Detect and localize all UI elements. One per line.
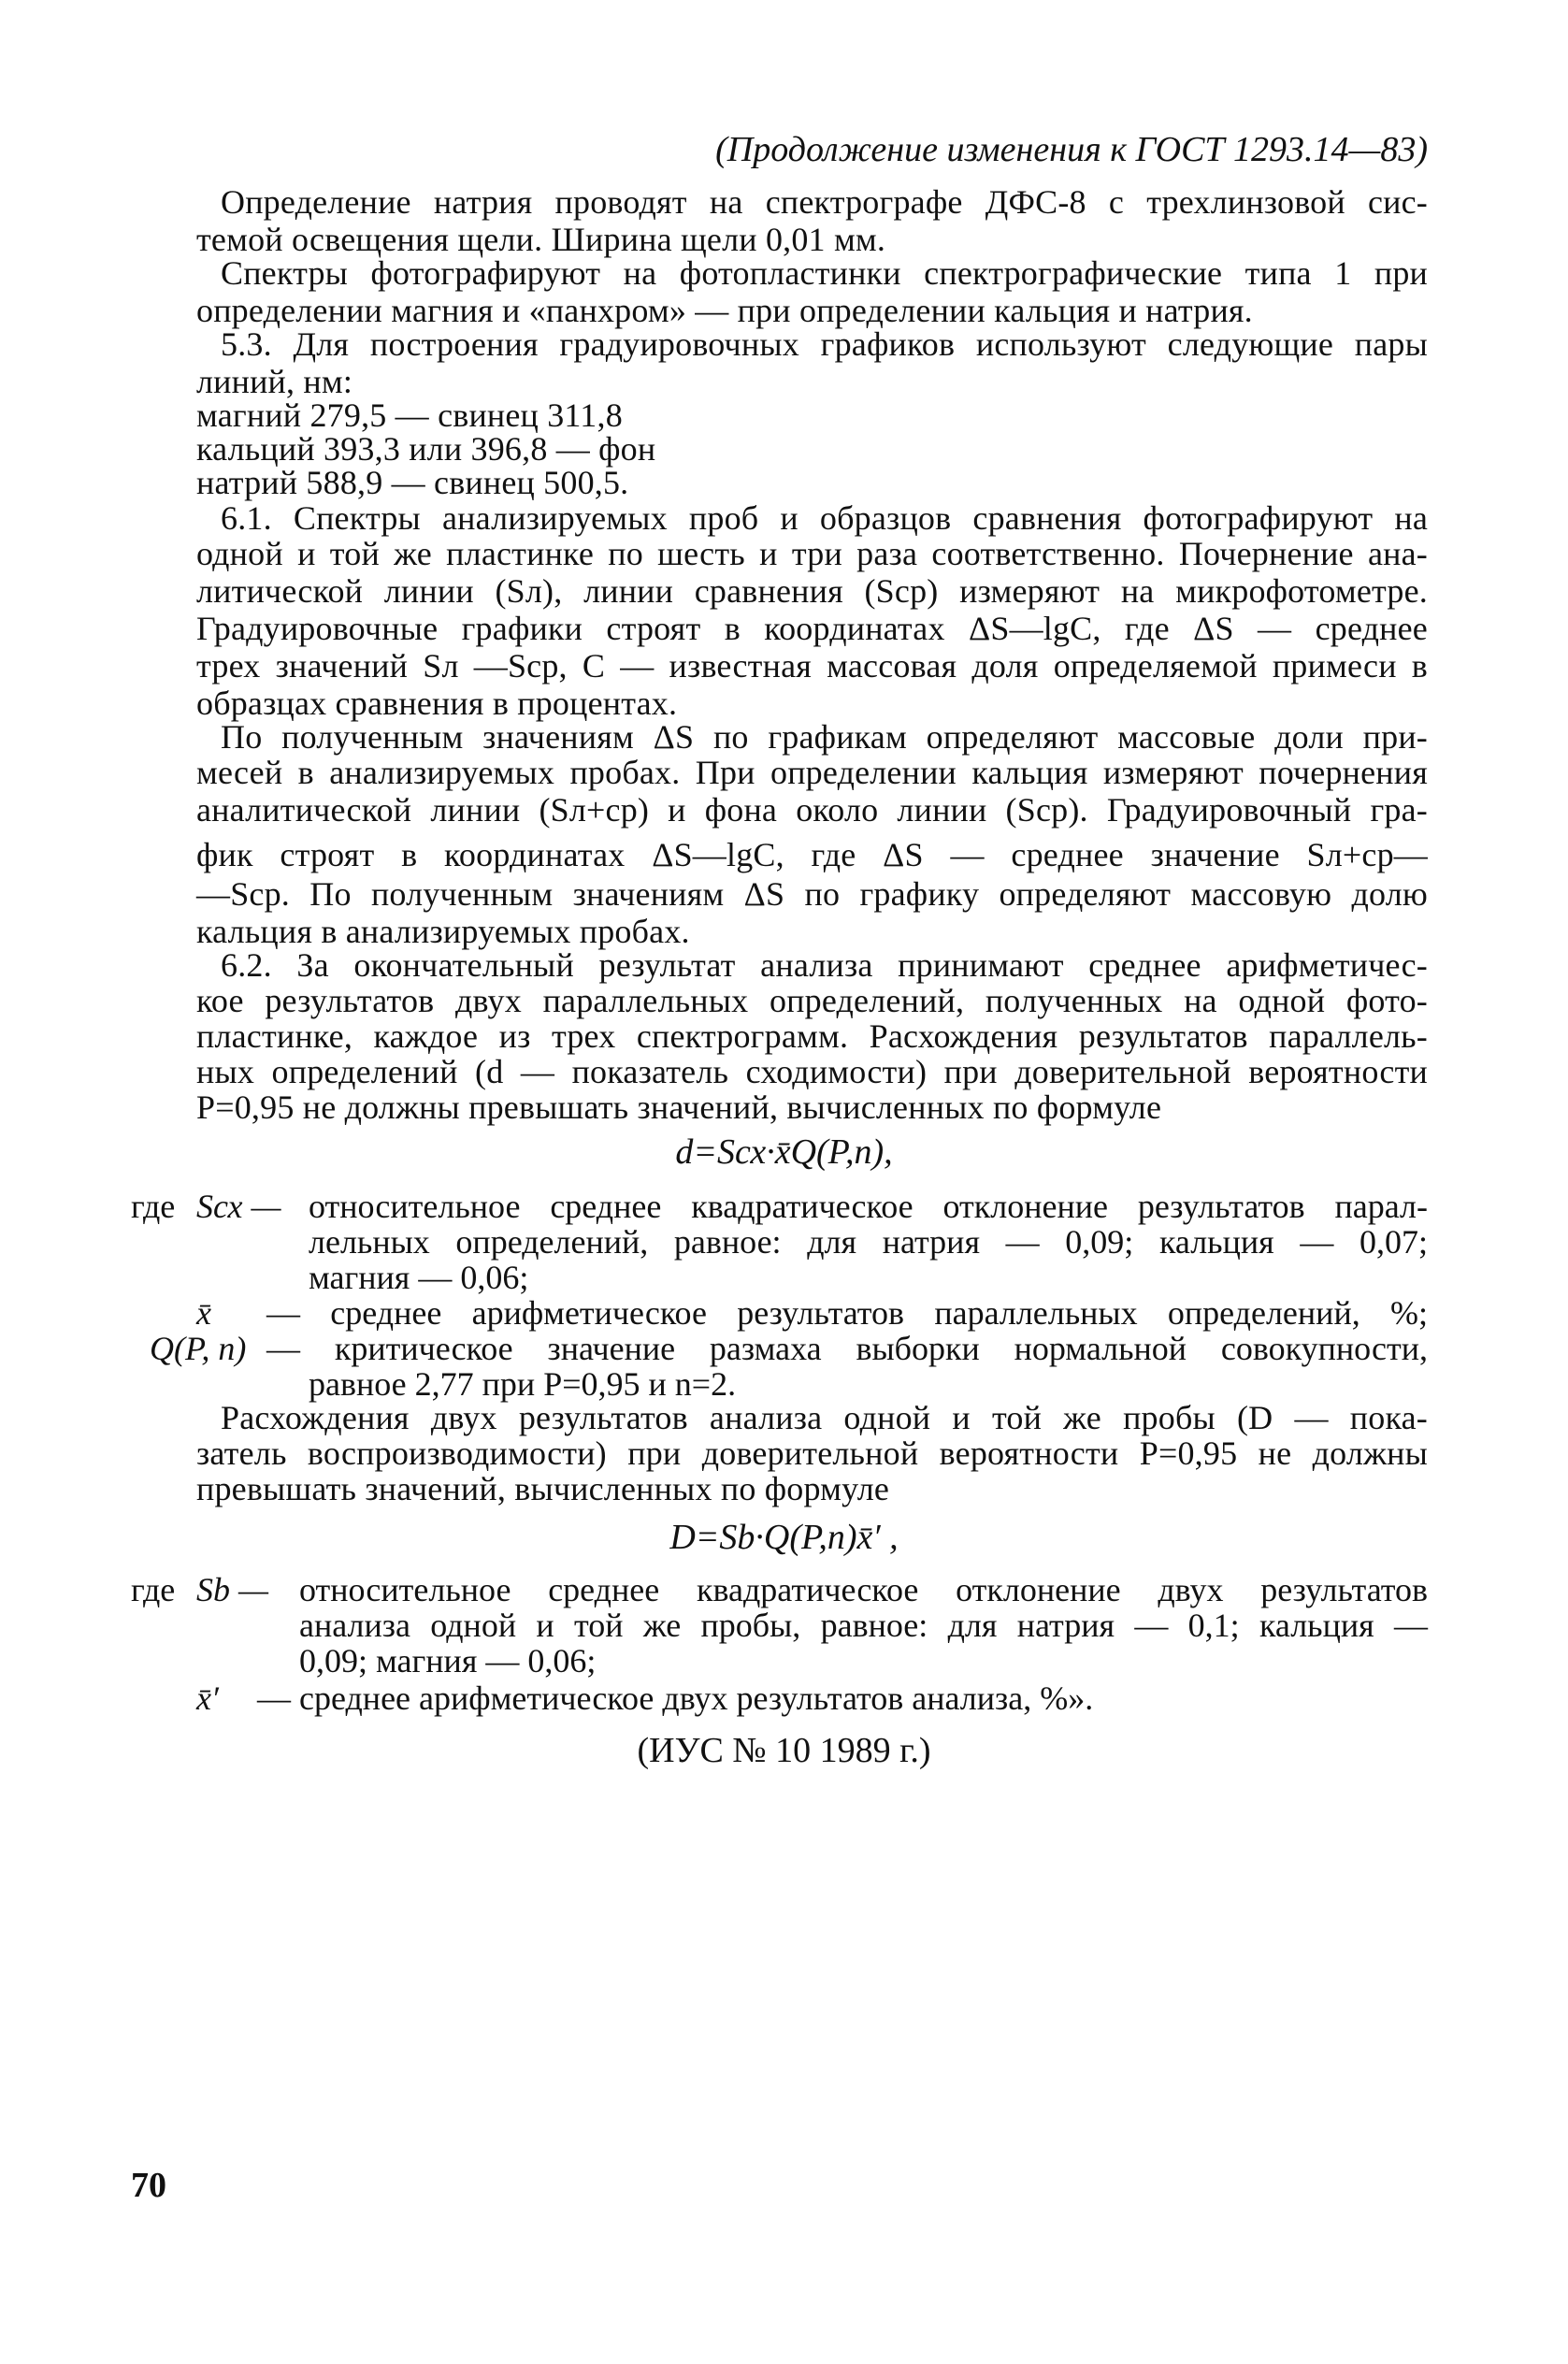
source-reference: (ИУС № 10 1989 г.)	[637, 1731, 931, 1770]
where-label: где	[131, 1571, 176, 1608]
paragraph-line: превышать значений, вычисленных по формуле	[196, 1470, 890, 1507]
paragraph-line: Спектры фотографируют на фотопластинки спектрографические типа 1 при	[221, 254, 1428, 292]
definition-line: магния — 0,06;	[309, 1259, 529, 1296]
where-label: где	[131, 1188, 176, 1225]
symbol-sb: Sb —	[196, 1571, 269, 1608]
definition-line: равное 2,77 при P=0,95 и n=2.	[309, 1365, 737, 1403]
paragraph-line: Определение натрия проводят на спектрографе ДФС-8 с трехлинзовой сис-	[221, 183, 1428, 221]
line-pair: магний 279,5 — свинец 311,8	[196, 396, 623, 434]
definition-line: — среднее арифметическое результатов параллельных определений, %;	[266, 1294, 1428, 1332]
paragraph-line: определении магния и «панхром» — при определении кальция и натрия.	[196, 292, 1253, 329]
symbol-q: Q(P, n)	[150, 1330, 247, 1367]
paragraph-line: аналитической линии (Sл+ср) и фона около линии (Sср). Градуировочный гра-	[196, 791, 1428, 829]
definition-line: — критическое значение размаха выборки нормальной совокупности,	[266, 1330, 1428, 1367]
line-pair: натрий 588,9 — свинец 500,5.	[196, 464, 629, 501]
paragraph-line: фик строят в координатах ΔS—lgC, где ΔS — среднее значение Sл+ср—	[196, 836, 1428, 873]
paragraph-line: кое результатов двух параллельных определений, полученных на одной фото-	[196, 982, 1428, 1019]
paragraph-line: кальция в анализируемых пробах.	[196, 913, 690, 950]
paragraph-line: Градуировочные графики строят в координатах ΔS—lgC, где ΔS — среднее	[196, 610, 1428, 647]
definition-line: лельных определений, равное: для натрия — 0,09; кальция — 0,07;	[309, 1223, 1428, 1261]
definition-line: — среднее арифметическое двух результатов анализа, %».	[257, 1679, 1094, 1717]
paragraph-line: трех значений Sл —Sср, C — известная массовая доля определяемой примеси в	[196, 647, 1428, 685]
paragraph-line: ных определений (d — показатель сходимости) при доверительной вероятности	[196, 1053, 1428, 1090]
paragraph-line: 5.3. Для построения градуировочных графиков используют следующие пары	[221, 325, 1428, 363]
paragraph-line: месей в анализируемых пробах. При определении кальция измеряют почернения	[196, 754, 1428, 791]
paragraph-line: —Sср. По полученным значениям ΔS по графику определяют массовую долю	[196, 875, 1428, 913]
paragraph-line: пластинке, каждое из трех спектрограмм. Расхождения результатов параллель-	[196, 1017, 1428, 1055]
paragraph-line: темой освещения щели. Ширина щели 0,01 мм.	[196, 221, 886, 258]
symbol-x-prime: x̄′	[196, 1679, 219, 1717]
paragraph-line: линий, нм:	[196, 363, 353, 400]
symbol-x-mean: x̄	[196, 1294, 211, 1332]
definition-line: анализа одной и той же пробы, равное: для натрия — 0,1; кальция —	[299, 1607, 1428, 1644]
paragraph-line: литической линии (Sл), линии сравнения (Sср) измеряют на микрофотометре.	[196, 572, 1428, 610]
paragraph-line: По полученным значениям ΔS по графикам определяют массовые доли при-	[221, 718, 1428, 756]
line-pair: кальций 393,3 или 396,8 — фон	[196, 430, 656, 468]
paragraph-line: одной и той же пластинке по шесть и три раза соответственно. Почернение ана-	[196, 535, 1428, 572]
paragraph-line: P=0,95 не должны превышать значений, вычисленных по формуле	[196, 1088, 1162, 1126]
page-header: (Продолжение изменения к ГОСТ 1293.14—83)	[715, 130, 1428, 169]
formula-reproducibility: D=Sb·Q(P,n)x̄′ ,	[669, 1518, 899, 1557]
paragraph-line: 6.1. Спектры анализируемых проб и образцов сравнения фотографируют на	[221, 499, 1428, 537]
paragraph-line: Расхождения двух результатов анализа одной и той же пробы (D — пока-	[221, 1399, 1428, 1436]
paragraph-line: затель воспроизводимости) при доверительной вероятности P=0,95 не должны	[196, 1434, 1428, 1472]
paragraph-line: 6.2. За окончательный результат анализа принимают среднее арифметичес-	[221, 946, 1428, 984]
definition-line: 0,09; магния — 0,06;	[299, 1642, 597, 1679]
formula-repeatability: d=Sсх·x̄Q(P,n),	[675, 1132, 893, 1172]
paragraph-line: образцах сравнения в процентах.	[196, 685, 678, 722]
symbol-scx: Sсх —	[196, 1188, 281, 1225]
definition-line: относительное среднее квадратическое отклонение результатов парал-	[309, 1188, 1428, 1225]
page-number: 70	[131, 2166, 166, 2205]
definition-line: относительное среднее квадратическое отклонение двух результатов	[299, 1571, 1428, 1608]
